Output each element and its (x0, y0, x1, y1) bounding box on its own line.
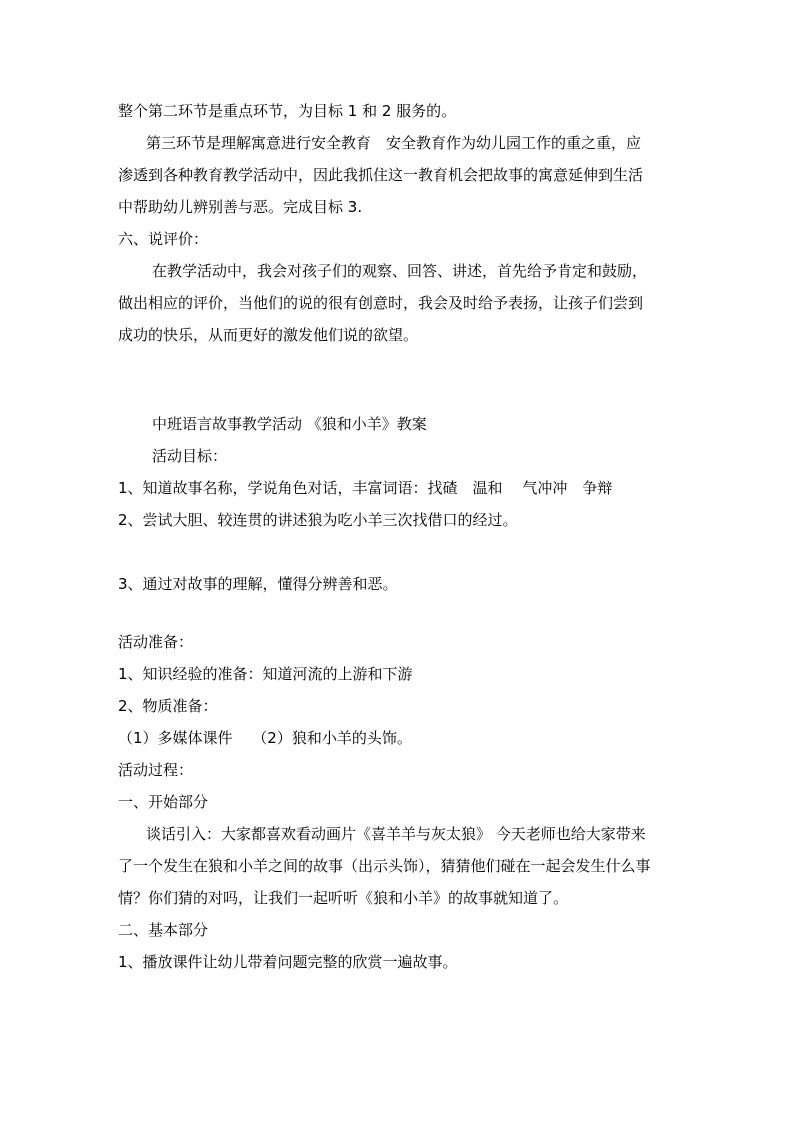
list-item: 2、尝试大胆、较连贯的讲述狼为吃小羊三次找借口的经过。 (118, 511, 518, 529)
paragraph-line: 做出相应的评价，当他们的说的很有创意时，我会及时给予表扬，让孩子们尝到 (118, 294, 644, 312)
list-item: 1、播放课件让幼儿带着问题完整的欣赏一遍故事。 (118, 953, 458, 971)
section-heading: 二、基本部分 (118, 921, 209, 939)
lesson-title: 中班语言故事教学活动 《狼和小羊》教案 (152, 415, 427, 433)
paragraph-line: 整个第二环节是重点环节，为目标 1 和 2 服务的。 (118, 102, 457, 120)
section-heading: 活动准备： (118, 633, 194, 651)
paragraph-line: 在教学活动中，我会对孩子们的观察、回答、讲述，首先给予肯定和鼓励， (152, 262, 648, 280)
list-item: 3、通过对故事的理解，懂得分辨善和恶。 (118, 575, 398, 593)
section-heading: 一、开始部分 (118, 793, 209, 811)
section-heading: 活动目标： (152, 447, 228, 465)
paragraph-line: 了一个发生在狼和小羊之间的故事（出示头饰），猜猜他们碰在一起会发生什么事 (118, 857, 651, 875)
list-item: （1）多媒体课件 （2）狼和小羊的头饰。 (118, 729, 412, 747)
paragraph-line: 中帮助幼儿辨别善与恶。完成目标 3. (118, 198, 363, 216)
list-item: 1、知道故事名称，学说角色对话，丰富词语：找碴 温和 气冲冲 争辩 (118, 479, 613, 497)
list-item: 1、知识经验的准备：知道河流的上游和下游 (118, 665, 413, 683)
paragraph-line: 第三环节是理解寓意进行安全教育 安全教育作为幼儿园工作的重之重，应 (146, 134, 642, 152)
list-item: 2、物质准备： (118, 697, 218, 715)
section-heading: 六、说评价： (118, 230, 209, 248)
paragraph-line: 情？你们猜的对吗，让我们一起听听《狼和小羊》的故事就知道了。 (118, 889, 569, 907)
paragraph-line: 成功的快乐，从而更好的激发他们说的欲望。 (118, 326, 419, 344)
section-heading: 活动过程： (118, 761, 194, 779)
paragraph-line: 谈话引入：大家都喜欢看动画片《喜羊羊与灰太狼》 今天老师也给大家带来 (146, 825, 646, 843)
paragraph-line: 渗透到各种教育教学活动中，因此我抓住这一教育机会把故事的寓意延伸到生活 (118, 166, 644, 184)
